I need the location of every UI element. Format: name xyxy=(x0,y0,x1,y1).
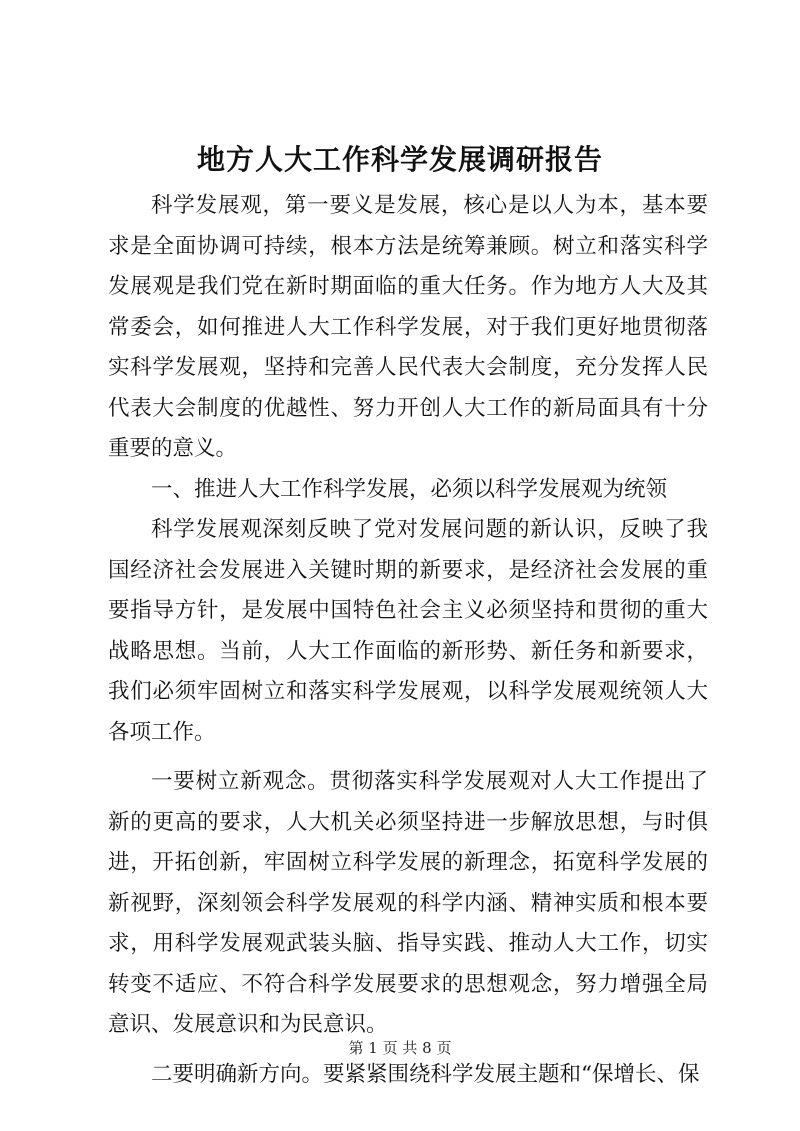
paragraph-section-1: 科学发展观深刻反映了党对发展问题的新认识，反映了我国经济社会发展进入关键时期的新要求，是经济社会发展的重要指导方针，是发展中国特色社会主义必须坚持和贯彻的重大战略思想。当前，人大工作面临的新形势、新任务和新要求，我们必须牢固树立和落实科学发展观，以科学发展观统领人大各项工作。 xyxy=(108,517,708,745)
paragraph-intro: 科学发展观，第一要义是发展，核心是以人为本，基本要求是全面协调可持续，根本方法是统筹兼顾。树立和落实科学发展观是我们党在新时期面临的重大任务。作为地方人大及其常委会，如何推进人大工作科学发展，对于我们更好地贯彻落实科学发展观，坚持和完善人民代表大会制度，充分发挥人民代表大会制度的优越性、努力开创人大工作的新局面具有十分重要的意义。 xyxy=(108,193,708,461)
section-heading-1: 一、推进人大工作科学发展，必须以科学发展观为统领 xyxy=(151,476,668,502)
document-title: 地方人大工作科学发展调研报告 xyxy=(196,143,603,176)
paragraph-point-2: 二要明确新方向。要紧紧围绕科学发展主题和“保增长、保 xyxy=(151,1061,700,1087)
document-body xyxy=(108,186,708,1095)
paragraph-point-1: 一要树立新观念。贯彻落实科学发展观对人大工作提出了新的更高的要求，人大机关必须坚持进一步解放思想，与时俱进，开拓创新，牢固树立科学发展的新理念，拓宽科学发展的新视野，深刻领会科学发展观的科学内涵、精神实质和根本要求，用科学发展观武装头脑、指导实践、推动人大工作，切实转变不适应、不符合科学发展要求的思想观念，努力增强全局意识、发展意识和为民意识。 xyxy=(108,769,708,1037)
page-number: 第 1 页 共 8 页 xyxy=(348,1039,452,1057)
